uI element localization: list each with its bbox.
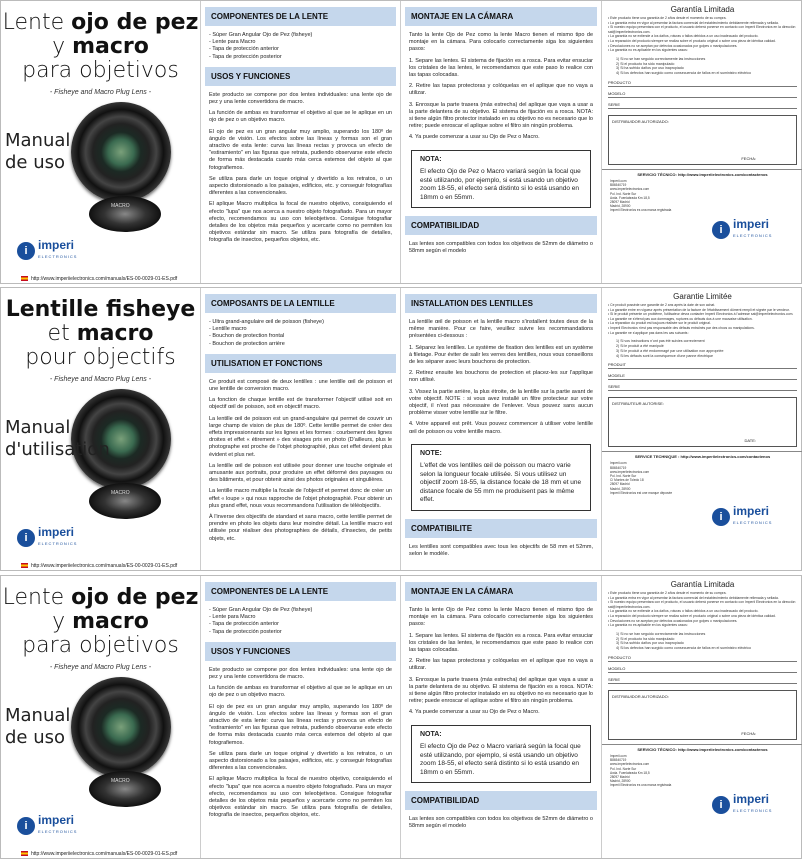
macro-lens-image: [89, 196, 161, 232]
title-bold-text: Lentille fisheye: [5, 297, 196, 322]
title-line-2: [1, 322, 200, 346]
address-line: 28097 Madrid: [610, 482, 630, 487]
mounting-step: 2. Retire las tapas protectoras y colóquelas en el aplique que no vaya a utilizar.: [409, 83, 593, 97]
warranty-column: [602, 288, 802, 570]
uses-heading: USOS Y FUNCIONES: [205, 67, 396, 86]
uses-text: [201, 667, 400, 820]
warranty-title: Garantía Limitada: [670, 5, 735, 14]
title-bold-text: ojo de pez: [71, 585, 199, 610]
warranty-term: • La garantía no es aplicable en los siguientes casos:: [608, 623, 688, 628]
warranty-term: • La garantie ne s'applique pas dans les cas suivants :: [608, 330, 690, 335]
brand-logo-text: imperi ELECTRONICS: [38, 527, 77, 549]
manual-label-line: Manual: [5, 705, 71, 726]
note-box: [411, 725, 591, 784]
manual-label-line: de uso: [5, 727, 66, 748]
warranty-exclusion: 1) Si vos instructions n'ont pas été suivies correctement: [616, 339, 705, 344]
warranty-exclusion: 1) Si no se han seguido correctamente las instrucciones: [616, 56, 706, 61]
fisheye-lens-image: [71, 102, 171, 202]
title-bold-text: macro: [72, 34, 149, 59]
macro-lens-image: [89, 771, 161, 807]
warranty-exclusion: 1) Si no se han seguido correctamente las instrucciones: [616, 631, 706, 636]
product-field[interactable]: PRODUCTO: [608, 79, 797, 87]
mounting-step: 2. Retirez ensuite les bouchons de protection et placez-les sur l'applique non utilisé.: [409, 370, 593, 384]
warranty-terms: [602, 589, 802, 628]
macro-lens-image: [89, 483, 161, 519]
warranty-terms: [602, 14, 802, 53]
note-box: [411, 444, 591, 511]
mounting-step: 3. Enrosque la parte trasera (más estrecha) del aplique que vaya a usar a la parte delantera de su objetivo. El sistema de fijación es a rosca. NOTA: si tiene algún filtro protector instalado en su objetivo no es necesario que lo retire; puede enroscar el aplique sobre el filtro sin ningún problema.: [409, 101, 593, 130]
cover-subtitle: - Fisheye and Macro Plug Lens -: [49, 376, 152, 383]
address-line: Madrid, 28900: [610, 204, 631, 209]
cover-subtitle: - Fisheye and Macro Plug Lens -: [49, 89, 152, 96]
warranty-terms: [602, 301, 802, 335]
macro-lens-label: MACRO: [111, 778, 130, 784]
compat-heading: COMPATIBILITE: [405, 519, 597, 538]
warranty-term: • Si nuestro equipo presentara con el producto, el usuario deberá ponerse en contacto con Imperii Electronics en la dirección sat@imperiielectronics.com.: [608, 25, 796, 34]
warranty-column: [602, 1, 802, 283]
warranty-exclusions: [602, 53, 802, 76]
warranty-term: • Imperii Electronics n'est pas responsable des défauts entraînés par des chocs ou manipulations.: [608, 325, 755, 330]
title-line-1: [1, 298, 200, 322]
manual-link[interactable]: http://www.imperiielectronics.com/manuals/ES-00-0029-01-ES.pdf: [31, 563, 178, 569]
components-heading: COMPONENTES DE LA LENTE: [205, 7, 396, 26]
address-line: Avda. Fuenlabrada Km 18,5: [610, 195, 650, 200]
warranty-exclusion: 2) Si el producto ha sido manipulado: [616, 61, 675, 66]
address-line: Imperii Electronics es una marca registrada: [610, 208, 672, 213]
warranty-term: • Devoluciones no se aceptan por defectos ocasionados por golpes o manipulaciones.: [608, 43, 738, 48]
mounting-step: 1. Separe las lentes. El sistema de fijación es a rosca. Para evitar ensuciar los cristales de las lentes, le recomendamos que este paso lo realice con las tapas colocadas.: [409, 632, 593, 654]
manual-links: [21, 274, 200, 283]
mounting-step: La lentille œil de poisson et la lentille macro s'installent toutes deux de la même manière. Pour ce faire, veuillez suivre les recommandations présentées ci-dessous :: [409, 319, 593, 340]
model-field[interactable]: MODELO: [608, 90, 797, 98]
warranty-term: • La réparation du produit est toujours réalisée sur le produit original.: [608, 321, 711, 326]
warranty-term: • Si le produit présente un problème, l'utilisateur devra contacter Imperii Electronics à l'adresse sat@imperiielectronics.com.: [608, 312, 794, 317]
warranty-exclusion: 4) Si les défauts sont la conséquence d'une panne électrique: [616, 353, 713, 358]
title-text: et: [47, 321, 77, 346]
uses-paragraph: El aplique Macro multiplica la focal de nuestro objetivo, consiguiendo el efecto "lupa" que nos acerca a nuestro objeto fotografiado. Para un mayor efecto, recomendamos su uso con teleobjetivos. Consigue fotografiar detalles de los objetos más pequeños y acercarte como no permiten los objetivos estándar sin macro. Se utiliza para fotografía de detalles, fotografía de insectos, pequeños objetos, etc.: [209, 201, 392, 244]
brand-logo-text: imperi ELECTRONICS: [733, 794, 772, 816]
cover-title: [1, 298, 200, 370]
mounting-text: [401, 607, 601, 717]
uses-paragraph: Se utiliza para darle un toque original y divertido a los retratos, o un aspecto distorsionado a los paisajes, edificios, etc. y conseguir fotografías diferentes a las convencionales.: [209, 175, 392, 197]
warranty-title: Garantía Limitada: [670, 580, 735, 589]
note-text: El efecto Ojo de Pez o Macro variará según la focal que esté utilizando, por ejemplo, si está usando un objetivo zoom 18-55, el efecto será distinto si lo está usando en 18mm o en 55mm.: [420, 168, 581, 201]
brand-logo-icon: i: [712, 508, 730, 526]
component-item: - Lentille macro: [209, 326, 247, 333]
uses-paragraph: El ojo de pez es un gran angular muy amplio, superando los 180º de ángulo de visión. Los efectos sobre las líneas y formas son el gran atractivo de esta lente: curva las líneas rectas y provoca un efecto de "estiramiento" en las figuras que retrata, pudiendo observarse este efecto de forma más destacada cuanto más cerca estemos del objeto al que fotografiemos.: [209, 128, 392, 171]
brand-logo-subtext: ELECTRONICS: [38, 541, 78, 546]
address-line: Avda. Fuenlabrada Km 18,5: [610, 770, 650, 775]
address-line: Pol. Ind. Norte Sur: [610, 473, 637, 478]
flag-icon: [21, 276, 28, 281]
date-field: FECHA:: [741, 730, 756, 736]
address-line: Pol. Ind. Norte Sur: [610, 191, 637, 196]
components-list: [201, 607, 400, 636]
uses-paragraph: Ce produit est composé de deux lentilles : une lentille œil de poisson et une lentille de conversion macro.: [209, 378, 392, 393]
warranty-exclusion: 2) Si le produit a été manipulé: [616, 343, 664, 348]
address-line: Imperii.com: [610, 753, 627, 758]
brand-logo-icon: i: [17, 529, 35, 547]
mounting-step: 1. Séparez les lentilles. Le système de fixation des lentilles est un système à filetage. Pour éviter de salir les verres des lentilles, nous vous conseillons de les séparer avec leurs bouchons de protection.: [409, 344, 593, 366]
mounting-step: 3. Enrosque la parte trasera (más estrecha) del aplique que vaya a usar a la parte delantera de su objetivo. El sistema de fijación es a rosca. NOTA: si tiene algún filtro protector instalado en su objetivo no es necesario que lo retire; puede enroscar el aplique sobre el filtro sin ningún problema.: [409, 676, 593, 705]
company-address: [602, 459, 802, 495]
warranty-column: [602, 576, 802, 858]
address-line: Imperii Electronics es una marca registrada: [610, 783, 672, 788]
note-label: NOTE:: [420, 449, 442, 457]
macro-lens-label: MACRO: [111, 490, 130, 496]
warranty-term: • Ce produit possède une garantie de 2 ans après la date de son achat.: [608, 303, 716, 307]
brand-logo-text: imperi ELECTRONICS: [38, 240, 77, 262]
uses-paragraph: La fonction de chaque lentille est de transformer l'objectif utilisé soit en objectif œil de poisson, soit en objectif macro.: [209, 397, 392, 411]
address-line: B86540719: [610, 465, 627, 470]
manual-links: [21, 849, 200, 858]
company-address: [602, 177, 802, 213]
component-item: - Bouchon de protection arrière: [209, 340, 285, 347]
warranty-exclusion: 3) Si le produit a été endommagé par une utilisation non appropriée: [616, 348, 724, 353]
compat-text: Las lentes son compatibles con todos los objetivos de 52mm de diámetro o 58mm según el modelo: [409, 816, 593, 830]
cover-title: [1, 586, 200, 658]
components-heading: COMPOSANTS DE LA LENTILLE: [205, 294, 396, 313]
component-item: - Súper Gran Angular Ojo de Pez (fisheye): [209, 607, 313, 613]
warranty-term: • La garantía entra en vigor al presentar la factura comercial del establecimiento debidamente rellenada y sellada.: [608, 595, 779, 600]
manual-label-line: Manual: [5, 417, 71, 438]
serial-field[interactable]: SERIE: [608, 101, 797, 109]
uses-paragraph: La lentille macro multiplie la focale de l'objectif et permet donc de créer un effet « loupe » qui nous rapproche de l'objet photographié. Pour obtenir un plus grand effet, nous vous recommandons l'utilisation de téléobjectifs.: [209, 488, 392, 509]
components-column: [201, 1, 401, 283]
brand-logo-subtext: ELECTRONICS: [733, 233, 773, 238]
address-line: Madrid, 28900: [610, 486, 631, 491]
brand-logo-icon: i: [712, 796, 730, 814]
manual-link[interactable]: http://www.imperiielectronics.com/manuals/ES-00-0029-01-ES.pdf: [31, 276, 178, 282]
note-box: [411, 150, 591, 209]
uses-text: [201, 92, 400, 245]
component-item: - Tapa de protección anterior: [209, 46, 279, 53]
address-line: Pol. Ind. Norte Sur: [610, 766, 637, 771]
title-bold-text: macro: [72, 609, 149, 634]
address-line: Madrid, 28900: [610, 779, 631, 784]
warranty-logo: [712, 219, 772, 241]
title-text: Lente: [2, 10, 72, 35]
warranty-term: • Devoluciones no se aceptan por defectos ocasionados por golpes o manipulaciones.: [608, 618, 738, 623]
uses-paragraph: Se utiliza para darle un toque original y divertido a los retratos, o un aspecto distorsionado a los paisajes, edificios, etc. y conseguir fotografías diferentes a las convencionales.: [209, 750, 392, 772]
manual-sheet: [0, 575, 802, 859]
address-line: B86540719: [610, 758, 627, 763]
brand-logo-icon: i: [17, 242, 35, 260]
cover-title: [1, 11, 200, 83]
warranty-term: • La garantía no es aplicable en los siguientes casos:: [608, 48, 688, 53]
distributor-box[interactable]: DISTRIBUTEUR AUTORISE: DATE:: [608, 397, 797, 447]
uses-paragraph: Este producto se compone por dos lentes individuales: una lente ojo de pez y una lente convertidora de macro.: [209, 91, 392, 106]
address-line: B86540719: [610, 183, 627, 188]
title-line-2: [1, 35, 200, 59]
product-field[interactable]: PRODUCTO: [608, 654, 797, 662]
warranty-exclusion: 3) Si ha sufrido daños por uso inapropiado: [616, 641, 684, 646]
components-list: [201, 32, 400, 61]
tech-service: SERVICIO TÉCNICO: http://www.imperiielectronics.com/contactenos: [602, 169, 802, 177]
note-text: L'effet de vos lentilles œil de poisson ou macro varie selon la longueur focale utilisée. Si vous utilisez un objectif zoom 18-55, la distance focale de 18 mm et une distance focale de 55 mm ne produisent pas le même effet.: [420, 462, 582, 504]
brand-logo-subtext: ELECTRONICS: [38, 829, 78, 834]
warranty-exclusions: [602, 335, 802, 358]
lens-figure: [1, 100, 200, 250]
lens-figure: [1, 387, 200, 537]
title-text: Lente: [2, 585, 72, 610]
title-line-3: pour objectifs: [25, 345, 176, 370]
flag-icon: [21, 851, 28, 856]
warranty-title: Garantie Limitée: [673, 292, 732, 301]
manual-label: [5, 705, 70, 749]
company-address: [602, 752, 802, 788]
component-item: - Bouchon de protection frontal: [209, 333, 285, 340]
manual-link-row: [21, 274, 200, 283]
manual-label: [5, 417, 110, 461]
address-line: 28097 Madrid: [610, 774, 630, 779]
warranty-term: • Si nuestro equipo presentara con el producto, el usuario deberá ponerse en contacto con Imperii Electronics en la dirección sat@imperiielectronics.com.: [608, 600, 796, 609]
warranty-term: • La garantía no se extiende a los daños, roturas o fallos debidos a un uso inadecuado del producto.: [608, 34, 759, 39]
manual-links: [21, 561, 200, 570]
tech-service: SERVICE TECHNIQUE : http://www.imperiielectronics.com/contactenos: [602, 451, 802, 459]
uses-paragraph: El ojo de pez es un gran angular muy amplio, superando los 180º de ángulo de visión. Los efectos sobre las líneas y formas son el gran atractivo de esta lente: curva las líneas rectas y provoca un efecto de "estiramiento" en las figuras que retrata, pudiendo observarse este efecto de forma más destacada cuanto más cerca estemos del objeto al que fotografiemos.: [209, 703, 392, 746]
component-item: - Súper Gran Angular Ojo de Pez (fisheye): [209, 32, 313, 38]
uses-heading: UTILISATION ET FONCTIONS: [205, 354, 396, 373]
lens-figure: [1, 675, 200, 825]
manual-label-line: Manual: [5, 130, 71, 151]
manual-link-row: [21, 849, 200, 858]
warranty-term: • La garantie ne s'étend pas aux dommages, ruptures ou défauts dus à une mauvaise utilisation.: [608, 316, 753, 321]
uses-paragraph: La lentille œil de poisson est utilisée pour donner une touche originale et amusante aux portraits, pour produire un effet déformé des paysages ou des bâtiments, et pour obtenir ainsi des photos originales et singulières.: [209, 462, 392, 484]
warranty-exclusion: 4) Si los defectos han surgido como consecuencia de fallos en el suministro eléctrico: [616, 71, 752, 76]
brand-logo-icon: i: [712, 221, 730, 239]
manual-sheet: [0, 0, 802, 284]
mounting-heading: INSTALLATION DES LENTILLES: [405, 294, 597, 313]
components-column: [201, 576, 401, 858]
manual-label: [5, 130, 70, 174]
date-field: FECHA:: [741, 155, 756, 161]
warranty-logo: [712, 794, 772, 816]
compat-heading: COMPATIBILIDAD: [405, 216, 597, 235]
uses-paragraph: À l'inverse des objectifs de standard et sans macro, cette lentille permet de prendre en photo les objets dans leur moindre détail. La lentille macro est utilisée pour réaliser des photographies de détails, d'insectes, de petits objets, etc.: [209, 514, 392, 542]
warranty-term: • La reparación del producto siempre se realiza sobre el producto original o sobre una pieza de idéntica calidad.: [608, 613, 776, 618]
cover-column: [1, 1, 201, 283]
mounting-heading: MONTAJE EN LA CÁMARA: [405, 582, 597, 601]
components-column: [201, 288, 401, 570]
model-field[interactable]: MODELE: [608, 372, 797, 380]
fisheye-lens-image: [71, 677, 171, 777]
address-line: C/ Montes de Toledo 18: [610, 478, 644, 483]
mounting-step: 4. Ya puede comenzar a usar su Ojo de Pez o Macro.: [409, 134, 540, 141]
uses-paragraph: El aplique Macro multiplica la focal de nuestro objetivo, consiguiendo el efecto "lupa" que nos acerca a nuestro objeto fotografiado. Para un mayor efecto, recomendamos su uso con teleobjetivos. Consigue fotografiar detalles de los objetos más pequeños y acercarte como no permiten los objetivos estándar sin macro. Se utiliza para fotografía de detalles, fotografía de insectos, pequeños objetos, etc.: [209, 776, 392, 819]
mounting-step: Tanto la lente Ojo de Pez como la lente Macro tienen el mismo tipo de montaje en la cámara. Para colocarlo correctamente siga los siguientes pasos:: [409, 32, 593, 53]
title-line-3: para objetivos: [22, 58, 179, 83]
warranty-term: • Este producto tiene una garantía de 2 años desde el momento de su compra.: [608, 16, 727, 20]
title-line-1: [1, 11, 200, 35]
macro-lens-label: MACRO: [111, 203, 130, 209]
warranty-exclusion: 2) Si el producto ha sido manipulado: [616, 636, 675, 641]
warranty-logo: [712, 506, 772, 528]
note-label: NOTA:: [420, 730, 442, 738]
uses-heading: USOS Y FUNCIONES: [205, 642, 396, 661]
warranty-term: • Este producto tiene una garantía de 2 años desde el momento de su compra.: [608, 591, 727, 595]
mounting-column: [401, 576, 602, 858]
mounting-text: [401, 319, 601, 436]
brand-logo-subtext: ELECTRONICS: [733, 808, 773, 813]
flag-icon: [21, 563, 28, 568]
title-text: y: [52, 34, 73, 59]
uses-paragraph: La función de ambas es transformar el objetivo al que se le aplique en un ojo de pez o un objetivo macro.: [209, 685, 392, 699]
title-line-3: para objetivos: [22, 633, 179, 658]
mounting-text: [401, 32, 601, 142]
component-item: - Tapa de protección posterior: [209, 53, 282, 60]
warranty-exclusion: 4) Si los defectos han surgido como consecuencia de fallos en el suministro eléctrico: [616, 646, 752, 651]
manual-sheet: [0, 287, 802, 571]
uses-paragraph: La función de ambas es transformar el objetivo al que se le aplique en un ojo de pez o un objetivo macro.: [209, 110, 392, 124]
manual-link-row: [21, 561, 200, 570]
address-line: Imperii.com: [610, 461, 627, 466]
warranty-exclusion: 3) Si ha sufrido daños por uso inapropiado: [616, 66, 684, 71]
brand-logo-subtext: ELECTRONICS: [38, 254, 78, 259]
mounting-column: [401, 1, 602, 283]
manual-label-line: d'utilisation: [5, 439, 110, 460]
brand-logo-text: imperi ELECTRONICS: [733, 219, 772, 241]
brand-logo-text: imperi ELECTRONICS: [38, 815, 77, 837]
compat-text: Las lentes son compatibles con todos los objetivos de 52mm de diámetro o 58mm según el modelo: [409, 241, 593, 255]
serial-field[interactable]: SERIE: [608, 676, 797, 684]
warranty-term: • La garantía no se extiende a los daños, roturas o fallos debidos a un uso inadecuado del producto.: [608, 609, 759, 614]
note-label: NOTA:: [420, 155, 442, 163]
brand-logo-text: imperi ELECTRONICS: [733, 506, 772, 528]
tech-service: SERVICIO TÉCNICO: http://www.imperiielectronics.com/contactenos: [602, 744, 802, 752]
cover-subtitle: - Fisheye and Macro Plug Lens -: [49, 664, 152, 671]
note-text: El efecto Ojo de Pez o Macro variará según la focal que esté utilizando, por ejemplo, si está usando un objetivo zoom 18-55, el efecto será distinto si lo está usando en 18mm o en 55mm.: [420, 743, 581, 776]
brand-logo-icon: i: [17, 817, 35, 835]
mounting-step: 1. Separe las lentes. El sistema de fijación es a rosca. Para evitar ensuciar los cristales de las lentes, le recomendamos que este paso lo realice con las tapas colocadas.: [409, 57, 593, 79]
mounting-step: 4. Ya puede comenzar a usar su Ojo de Pez o Macro.: [409, 709, 540, 716]
uses-paragraph: La lentille œil de poisson est un grand-angulaire qui permet de couvrir un large champ de vision de plus de 180º. Cette lentille permet de créer des effets impressionnants sur les lignes et les formes : courbement des lignes droites et effet « étirement » des visages pris en photo (D'ailleurs, plus le photographe est proche de l'objet photographié, plus cet effet devient plus évident et plus net.: [209, 415, 392, 458]
address-line: www.imperiielectronics.com: [610, 187, 650, 192]
title-line-1: [1, 586, 200, 610]
component-item: - Ultra grand-angulaire œil de poisson (fisheye): [209, 319, 324, 325]
distributor-box[interactable]: DISTRIBUIDOR AUTORIZADO: FECHA:: [608, 115, 797, 165]
title-line-2: [1, 610, 200, 634]
warranty-term: • La garantie entre en vigueur après présentation de la facture de l'établissement dûment rempli et signée par le vendeur.: [608, 307, 790, 312]
mounting-step: 2. Retire las tapas protectoras y colóquelas en el aplique que no vaya a utilizar.: [409, 658, 593, 672]
mounting-step: Tanto la lente Ojo de Pez como la lente Macro tienen el mismo tipo de montaje en la cámara. Para colocarlo correctamente siga los siguientes pasos:: [409, 607, 593, 628]
uses-text: [201, 379, 400, 543]
address-line: Imperii Electronics est une marque déposée: [610, 490, 673, 495]
address-line: www.imperiielectronics.com: [610, 762, 650, 767]
manual-label-line: de uso: [5, 152, 66, 173]
title-bold-text: ojo de pez: [71, 10, 199, 35]
manual-link[interactable]: http://www.imperiielectronics.com/manuals/ES-00-0029-01-ES.pdf: [31, 851, 178, 857]
component-item: - Tapa de protección posterior: [209, 628, 282, 635]
model-field[interactable]: MODELO: [608, 665, 797, 673]
mounting-heading: MONTAJE EN LA CÁMARA: [405, 7, 597, 26]
product-field[interactable]: PRODUIT: [608, 361, 797, 369]
warranty-term: • La garantía entra en vigor al presentar la factura comercial del establecimiento debidamente rellenada y sellada.: [608, 20, 779, 25]
components-list: [201, 319, 400, 348]
compat-text: Les lentilles sont compatibles avec tous les objectifs de 58 mm et 52mm, selon le modèle.: [409, 543, 593, 558]
components-heading: COMPONENTES DE LA LENTE: [205, 582, 396, 601]
serial-field[interactable]: SERIE: [608, 383, 797, 391]
compat-heading: COMPATIBILIDAD: [405, 791, 597, 810]
mounting-step: 3. Vissez la partie arrière, la plus étroite, de la lentille sur la partie avant de votre objectif. NOTE : si vous avez installé un filtre protecteur sur votre objectif, il n'est pas nécessaire de l'enlever. Vous pouvez sans aucun problème visser votre lentille sur le filtre.: [409, 388, 593, 417]
mounting-step: 4. Votre appareil est prêt. Vous pouvez commencer à utiliser votre lentille œil de poisson ou votre lentille macro.: [409, 421, 593, 435]
cover-column: [1, 288, 201, 570]
warranty-term: • La reparación del producto siempre se realiza sobre el producto original o sobre una pieza de idéntica calidad.: [608, 38, 776, 43]
date-field: DATE:: [744, 438, 756, 444]
title-bold-text: macro: [76, 321, 154, 346]
address-line: Imperii.com: [610, 178, 627, 183]
uses-paragraph: Este producto se compone por dos lentes individuales: una lente ojo de pez y una lente convertidora de macro.: [209, 666, 392, 681]
mounting-column: [401, 288, 602, 570]
title-text: y: [52, 609, 73, 634]
component-item: - Lente para Macro: [209, 614, 256, 621]
component-item: - Lente para Macro: [209, 39, 256, 46]
cover-column: [1, 576, 201, 858]
brand-logo-subtext: ELECTRONICS: [733, 520, 773, 525]
address-line: www.imperiielectronics.com: [610, 469, 650, 474]
component-item: - Tapa de protección anterior: [209, 621, 279, 628]
address-line: 28097 Madrid: [610, 199, 630, 204]
warranty-exclusions: [602, 628, 802, 651]
distributor-box[interactable]: DISTRIBUIDOR AUTORIZADO: FECHA:: [608, 690, 797, 740]
